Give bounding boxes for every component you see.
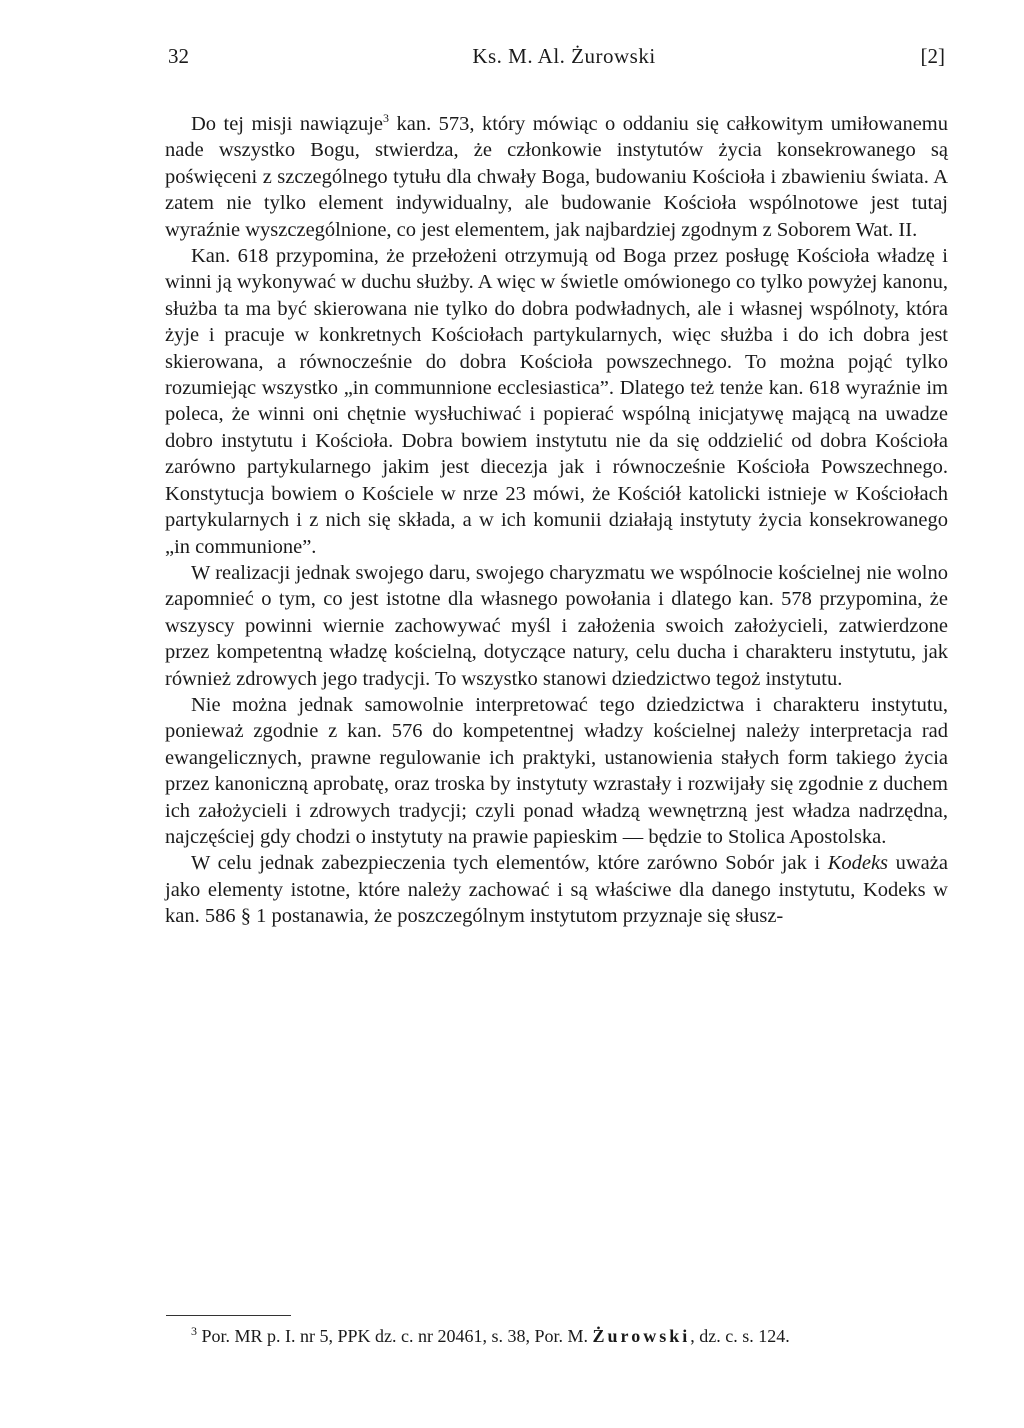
running-header-author: Ks. M. Al. Żurowski xyxy=(472,44,656,68)
paragraph: Nie można jednak samowolnie interpretować tego dziedzictwa i charakteru instytutu, ponieważ zgodnie z kan. 576 do kompetentnej władzy kościelnej należy interpretacja rad ewangelicznych, prawne regulowanie ich praktyki, ustanowienia stałych form takiego życia przez kanoniczną aprobatę, oraz troska by instytuty wzrastały i rozwijały się zgodnie z duchem ich założycieli i zdrowych tradycji; czyli ponad władzą wewnętrzną jest władza nadrzędna, najczęściej gdy chodzi o instytuty na prawie papieskim — będzie to Stolica Apostolska. xyxy=(165,693,948,848)
body-text xyxy=(165,111,948,930)
footnote-reference: 3 xyxy=(383,111,390,126)
paragraph: Kan. 618 przypomina, że przełożeni otrzymują od Boga przez posługę Kościoła władzę i winni ją wykonywać w duchu służby. A więc w świetle omówionego co tylko powyżej kanonu, służba ta ma być skierowana nie tylko do dobra podwładnych, ale i własnej wspólnoty, która żyje i pracuje w konkretnych Kościołach partykularnych, więc służba i do ich dobra jest skierowana, a równocześnie do dobra Kościoła powszechnego. To można pojąć tylko rozumiejąc wszystko „in communnione ecclesiastica”. Dlatego też tenże kan. 618 wyraźnie im poleca, że winni oni chętnie wysłuchiwać i popierać wspólną inicjatywę mającą na uwadze dobro instytutu i Kościoła. Dobra bowiem instytutu nie da się oddzielić od dobra Kościoła zarówno partykularnego jakim jest diecezja jak i równocześnie Kościoła Powszechnego. Konstytucja bowiem o Kościele w nrze 23 mówi, że Kościół katolicki istnieje w Kościołach partykularnych i z nich się składa, a w ich komunii działają instytuty życia konsekrowanego „in communione”. xyxy=(165,245,948,558)
footnote-text: Por. MR p. I. nr 5, PPK dz. c. nr 20461, s. 38, Por. M. xyxy=(197,1326,593,1346)
footnote-separator xyxy=(166,1315,291,1316)
running-header xyxy=(168,44,960,72)
paragraph: W realizacji jednak swojego daru, swojego charyzmatu we wspólnocie kościelnej nie wolno zapomnieć o tym, co jest istotne dla własnego powołania i dlatego kan. 578 przypomina, że wszyscy powinni wiernie zachowywać myśl i założenia swoich założycieli, zatwierdzone przez kompetentną władzę kościelną, dotyczące natury, celu ducha i charakteru instytutu, jak również zdrowych jego tradycji. To wszystko stanowi dziedzictwo tegoż instytutu. xyxy=(165,561,948,690)
footnote-author-name: Żurowski xyxy=(592,1326,691,1346)
footnote-marker: 3 xyxy=(191,1324,197,1338)
footnote-text: , dz. c. s. 124. xyxy=(690,1326,790,1346)
paragraph-text: Do tej misji nawiązuje xyxy=(191,113,384,135)
paragraph xyxy=(165,111,948,243)
italic-term: Kodeks xyxy=(827,852,889,875)
footnote xyxy=(165,1325,948,1348)
section-number: [2] xyxy=(920,44,945,68)
paragraph-text: uważa jako elementy istotne, które należy zachować i są właściwe dla danego instytutu, Kodeks w kan. 586 § 1 postanawia, że poszczególnym instytutom przyznaje się słusz- xyxy=(165,852,948,928)
paragraph-text: kan. 573, który mówiąc o oddaniu się całkowitym umiłowanemu nade wszystko Bogu, stwierdza, że członkowie instytutów życia konsekrowanego są poświęceni z szczególnego tytułu dla chwały Boga, budowaniu Kościoła i zbawieniu świata. A zatem nie tylko element indywidualny, ale budowanie Kościoła wspólnotowe jest tutaj wyraźnie wyszczególnione, co jest elementem, jak najbardziej zgodnym z Soborem Wat. II. xyxy=(165,113,948,241)
page-number: 32 xyxy=(168,44,189,68)
paragraph-text: W celu jednak zabezpieczenia tych elementów, które zarówno Sobór jak i xyxy=(191,852,828,875)
paragraph xyxy=(165,850,948,929)
